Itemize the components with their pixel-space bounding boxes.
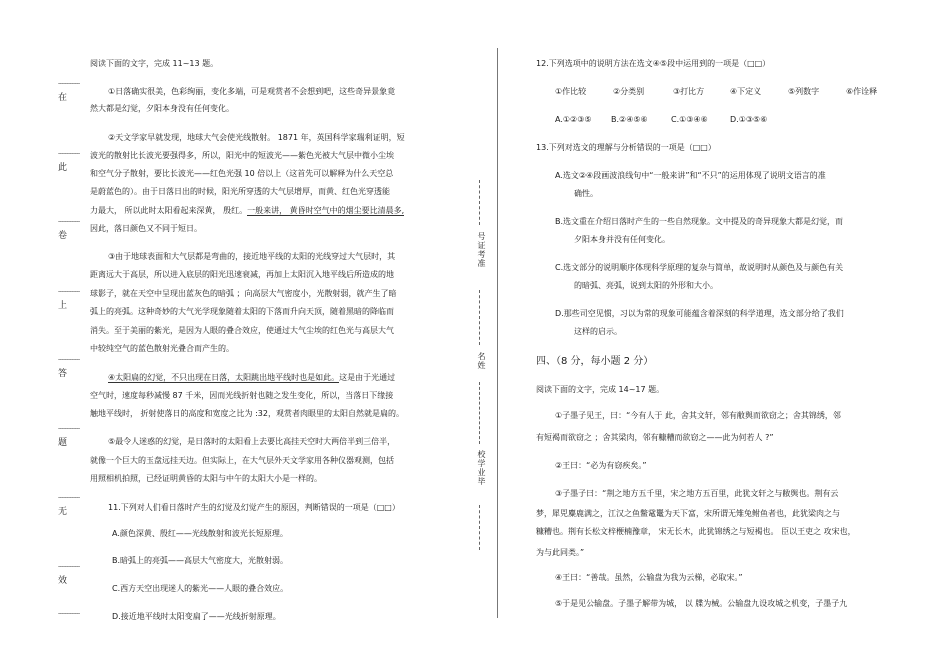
passage-line: 空气时，速度每秒减慢 87 千米，因而光线折射也随之发生变化，所以，当落日下缘接 [90, 391, 394, 400]
margin-label: 卷 [58, 231, 68, 241]
classical-line: 为与此同类。” [536, 548, 585, 557]
passage-line: ⑤最令人迷惑的幻觉，是日落时的太阳看上去要比高挂天空时大两倍半到三倍半， [108, 437, 396, 446]
wavy-underlined-sentence: 一般来讲， 黄昏时空气中的烟尘要比清晨多, [247, 206, 405, 215]
question-11-option-b[interactable]: B.暗弧上的亮弧——高层大气密度大，光散射弱。 [112, 556, 289, 565]
classical-line: ①子墨子见王，曰：“今有人于 此，舍其文轩，邻有敝舆而欲窃之；舍其锦绣，邻 [555, 411, 841, 420]
question-13-option-b-cont: 夕阳本身并没有任何变化。 [574, 235, 670, 244]
passage-line: 然大都是幻觉，夕阳本身没有任何变化。 [90, 104, 234, 113]
passage-text: 这是由于光通过 [339, 373, 396, 382]
classical-line: 糠糟也。荆有长松文梓楩楠豫章， 宋无长木，此犹锦绣之与短褐也。 臣以王吏之 攻宋也， [536, 527, 856, 536]
section-4-heading: 四、（8 分，每小题 2 分） [536, 356, 654, 367]
classical-line: ④王曰：“善哉。虽然，公输盘为我为云梯，必取宋。” [555, 573, 743, 582]
question-11-option-a[interactable]: A.颜色深黄、殷红——光线散射和波光长短原理。 [112, 529, 288, 538]
question-13-option-d[interactable]: D.那些司空见惯，习以为常的现象可能蕴含着深刻的科学道理，选文部分给了我们 [555, 309, 844, 318]
margin-dash: ------------- [58, 425, 80, 432]
question-13-option-d-cont: 这样的启示。 [574, 327, 622, 336]
method-2: ②分类别 [613, 87, 645, 96]
passage-line: 和空气分子散射，要比长波光——红色光强 10 倍以上（这首先可以解释为什么天空总 [90, 169, 394, 178]
passage-line: 消失。至于美丽的紫光，是因为人眼的叠合效应，使通过大气尘埃的红色光与高层大气 [90, 326, 394, 335]
question-13-option-c-cont: 的暗弧、亮弧，说到太阳的外形和大小。 [574, 281, 718, 290]
question-13-option-a[interactable]: A.选文②④段画波浪线句中“一般来讲”和“不只”的运用体现了说明文语言的准 [555, 171, 826, 180]
question-12-option-b[interactable]: B.②④⑤⑥ [611, 115, 648, 124]
passage-line: 因此，落日颜色又不同于短日。 [90, 224, 202, 233]
question-11-stem: 11.下列对人们看日落时产生的幻觉及幻觉产生的原因，判断错误的一项是（□□） [108, 503, 400, 512]
passage-line [90, 205, 404, 216]
question-11-option-c[interactable]: C.西方天空出现迷人的紫光——人眼的叠合效应。 [112, 584, 289, 593]
school-label: 校学业毕 [477, 450, 486, 486]
question-12-option-c[interactable]: C.①③④⑥ [671, 115, 708, 124]
passage-line: 用照相机拍照，已经证明黄昏的太阳与中午的太阳大小是一样的。 [90, 474, 322, 483]
question-11-option-d[interactable]: D.接近地平线时太阳变扁了——光线折射原理。 [112, 612, 281, 621]
question-13-option-b[interactable]: B.选文重在介绍日落时产生的一些自然现象。文中提及的奇异现象大都是幻觉，而 [555, 217, 844, 226]
question-12-stem: 12.下列选项中的说明方法在选文④⑤段中运用到的一项是（□□） [536, 59, 771, 68]
classical-line: ③子墨子曰：“荆之地方五千里，宋之地方五百里，此犹文轩之与敝舆也。荆有云 [555, 489, 839, 498]
question-13-option-a-cont: 确性。 [574, 189, 598, 198]
margin-dash: ------------- [58, 80, 80, 87]
binding-dash [479, 180, 480, 225]
passage-line: 弧上的亮弧。这种奇妙的大气光学现象随着太阳的下落而升向天顶，随着黑暗的降临而 [90, 307, 394, 316]
passage-line: 球影子，就在天空中呈现出蓝灰色的暗弧 ；向高层大气密度小，光散射弱，就产生了暗 [90, 289, 397, 298]
margin-dash: ------------- [58, 150, 80, 157]
method-3: ③打比方 [673, 87, 705, 96]
margin-dash: ------------- [58, 494, 80, 501]
question-13-option-c[interactable]: C.选文部分的说明顺序体现科学原理的复杂与简单，故说明时从颜色及与颜色有关 [555, 263, 844, 272]
column-divider [497, 48, 498, 618]
passage-text: 力最大， 所以此时太阳看起来深黄， 殷红。 [90, 206, 248, 215]
passage-line: ③由于地球表面和大气层都是弯曲的，接近地平线的太阳的光线穿过大气层时，其 [108, 252, 396, 261]
method-1: ①作比较 [555, 87, 587, 96]
classical-line: ②王曰：“必为有窃疾矣。” [555, 461, 647, 470]
passage-line: 是蔚蓝色的）。由于日落日出的时候，阳光所穿透的大气层增厚，而黄、红色光穿透能 [90, 187, 390, 196]
passage-line: 就像一个巨大的玉盘远挂天边。但实际上，在大气层外天文学家用各种仪器观测，包括 [90, 456, 394, 465]
margin-label: 在 [58, 93, 68, 103]
classical-line: ⑤于是见公输盘。子墨子解带为城， 以 牒为械。公输盘九设攻城之机变，子墨子九 [555, 599, 848, 608]
method-4: ④下定义 [730, 87, 762, 96]
margin-label: 上 [58, 301, 68, 311]
question-13-stem: 13.下列对选文的理解与分析错误的一项是（□□） [536, 143, 716, 152]
method-5: ⑤列数字 [788, 87, 820, 96]
classical-line: 梦，犀兕麋鹿满之，江汉之鱼鳖鼋鼍为天下富，宋所谓无雉兔鲋鱼者也，此犹梁肉之与 [536, 509, 840, 518]
binding-dash [479, 505, 480, 550]
name-label: 名姓 [477, 352, 486, 370]
binding-dash [479, 382, 480, 444]
method-6: ⑥作诠释 [846, 87, 878, 96]
passage-line: ②天文学家早就发现，地球大气会使光线散射。 1871 年，英国科学家瑞利证明，短 [108, 133, 405, 142]
margin-label: 答 [58, 369, 68, 379]
margin-dash: ------------- [58, 356, 80, 363]
margin-dash: ------------- [58, 218, 80, 225]
binding-dash [479, 290, 480, 345]
passage-line [108, 372, 395, 383]
margin-dash: ------------- [58, 288, 80, 295]
margin-dash: ------------- [58, 563, 80, 570]
margin-dash: ------------- [58, 610, 80, 617]
classical-line: 有短褐而欲窃之 ；舍其梁肉，邻有糠糟而欲窃之——此为何若人 ?” [536, 433, 774, 442]
margin-label: 效 [58, 576, 68, 586]
exam-number-label: 号证考准 [477, 232, 486, 268]
passage-line: 距离远大于高层，所以进入底层的阳光迅速衰减，再加上太阳沉入地平线后所造成的地 [90, 270, 394, 279]
passage-line: 波光的散射比长波光要强得多，所以，阳光中的短波光——紫色光被大气层中微小尘埃 [90, 151, 394, 160]
margin-label: 题 [58, 438, 68, 448]
passage-line: 触地平线时， 折射使落日的高度和宽度之比为 :32，观赏者肉眼里的太阳自然就是扁的。 [90, 409, 404, 418]
section-4-intro: 阅读下面的文字，完成 14~17 题。 [536, 385, 665, 394]
margin-label: 无 [58, 507, 68, 517]
passage-intro: 阅读下面的文字，完成 11~13 题。 [90, 59, 219, 68]
passage-line: 中较纯空气的蓝色散射光叠合而产生的。 [90, 344, 234, 353]
question-12-option-d[interactable]: D.①③⑤⑥ [730, 115, 768, 124]
wavy-underlined-sentence: ④太阳扁的幻觉，不只出现在日落，太阳跳出地平线时也是如此。 [108, 373, 340, 382]
passage-line: ①日落确实很美，色彩绚丽，变化多端，可是观赏者不会想到吧，这些奇异景象竟 [108, 87, 396, 96]
margin-label: 此 [58, 163, 68, 173]
question-12-option-a[interactable]: A.①②③⑤ [555, 115, 592, 124]
